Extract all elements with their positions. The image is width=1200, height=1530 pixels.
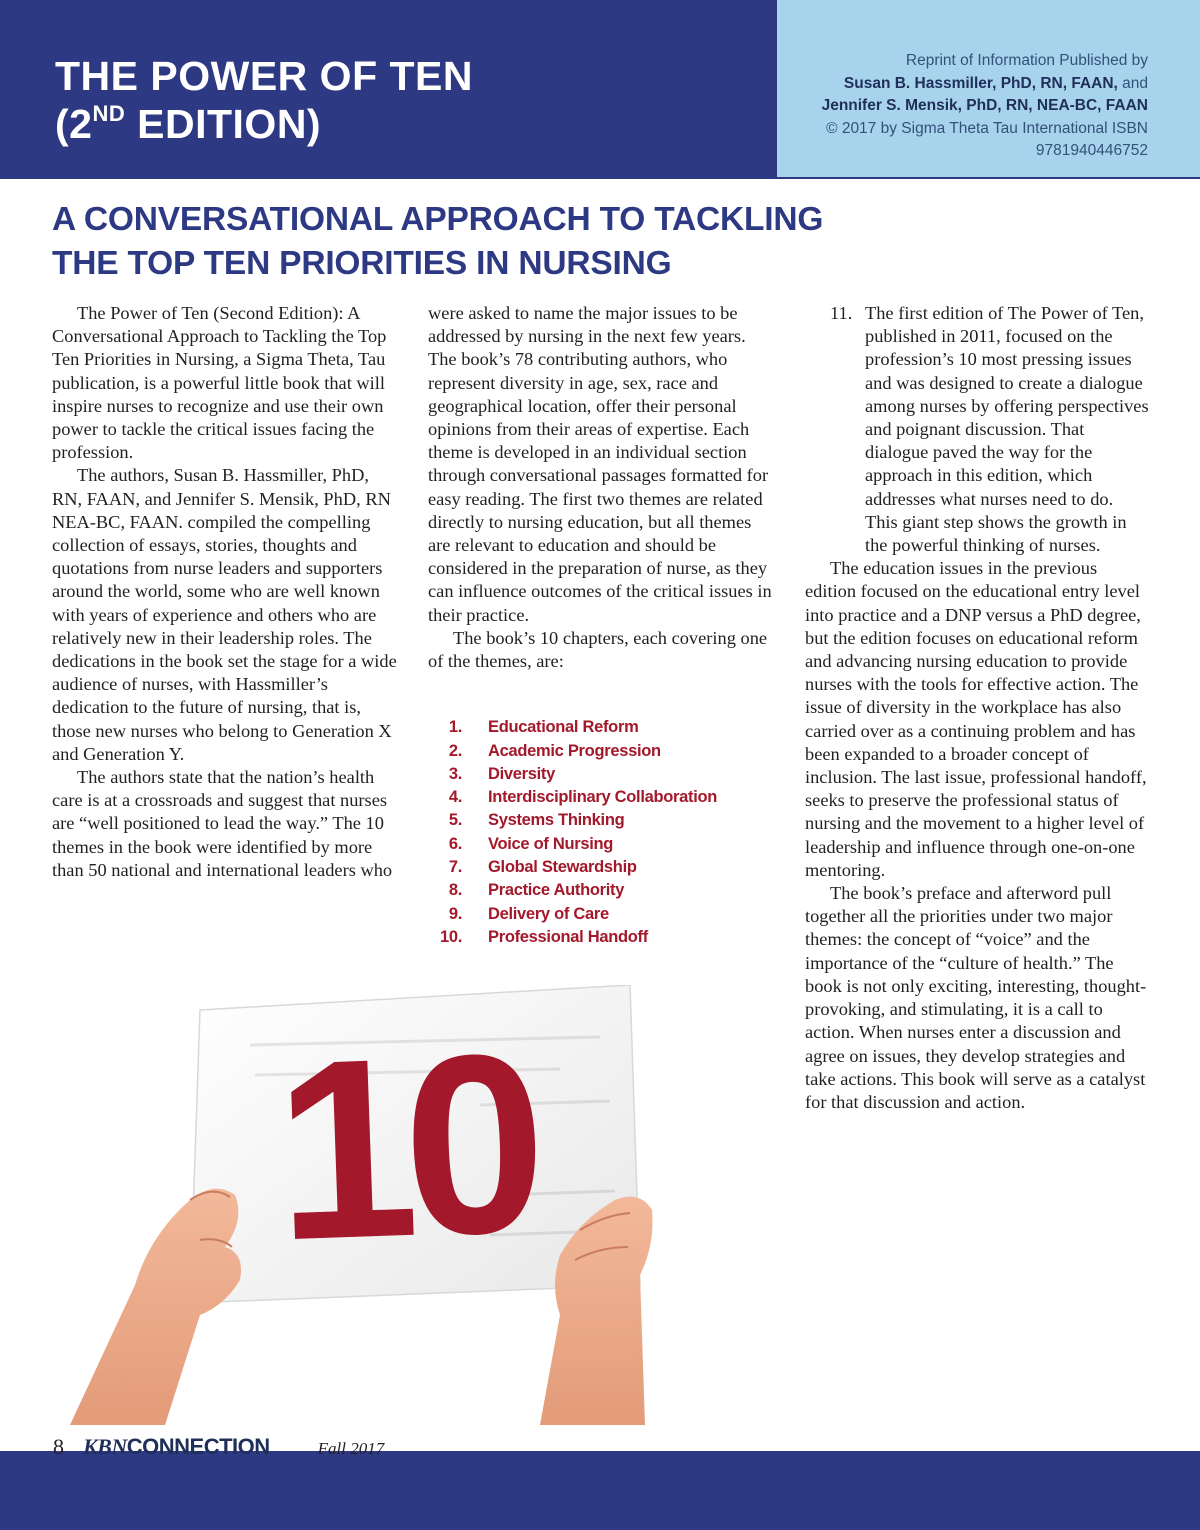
paragraph: The authors state that the nation’s health care is at a crossroads and suggest that nurses are “well positioned to lead the way.” The 10 themes in the book were identified by more than 50 national and international leaders who [52, 767, 393, 880]
theme-number: 5. [448, 811, 462, 830]
publication-logo [83, 1434, 270, 1460]
brand-kbn: KBN [83, 1434, 127, 1459]
title-line-2-sup: ND [92, 101, 126, 126]
hands-holding-sign-photo [40, 985, 740, 1425]
reprint-isbn: 9781940446752 [1035, 142, 1148, 159]
column-3 [805, 302, 1150, 1114]
theme-label: Systems Thinking [488, 811, 625, 830]
list-item [428, 926, 778, 949]
reprint-author-2: Jennifer S. Mensik, PhD, RN, NEA-BC, FAAN [821, 97, 1148, 114]
theme-label: Educational Reform [488, 718, 639, 737]
theme-label: Professional Handoff [488, 927, 648, 946]
reprint-line: Reprint of Information Published by [905, 52, 1148, 69]
page-number: 8 [53, 1434, 64, 1459]
left-hand [70, 1189, 241, 1425]
reprint-author-1: Susan B. Hassmiller, PhD, RN, FAAN, [843, 74, 1118, 92]
article-headline [52, 198, 823, 286]
footer-band [0, 1451, 1200, 1530]
theme-number: 6. [448, 834, 462, 853]
theme-label: Practice Authority [488, 881, 625, 900]
theme-number: 10. [439, 927, 462, 946]
theme-number: 8. [448, 881, 462, 900]
footer [53, 1434, 384, 1460]
header-rule [0, 177, 1200, 179]
reprint-info [768, 50, 1148, 163]
brand-connection: CONNECTION [126, 1434, 270, 1459]
theme-label: Voice of Nursing [488, 834, 614, 853]
paragraph: The education issues in the previous edition focused on the educational entry level into practice and a DNP versus a PhD degree, but the edition focuses on educational reform and advancing nursing education to provide nurses with the tools for effective action. The issue of diversity in the workplace has also carried over as a continuing problem and has been expanded to a broader concept of inclusion. The last issue, professional handoff, seeks to preserve the professional status of nursing and the movement to a higher level of leadership and influence through one-on-one mentoring. [805, 558, 1147, 880]
theme-label: Academic Progression [488, 741, 661, 760]
paragraph: The book’s 10 chapters, each covering one of the themes, are: [428, 627, 768, 672]
numbered-paragraph [805, 302, 1150, 557]
column-2 [428, 302, 778, 949]
headline-line-2: THE TOP TEN PRIORITIES IN NURSING [52, 245, 672, 282]
title-line-2-pre: (2 [55, 101, 93, 147]
theme-label: Interdisciplinary Collaboration [488, 788, 718, 807]
sign-number: 10 [270, 1000, 537, 1295]
title-line-2-post: EDITION) [125, 101, 322, 147]
reprint-copyright: © 2017 by Sigma Theta Tau International ISBN [826, 119, 1148, 137]
issue-date: Fall 2017 [317, 1439, 385, 1458]
theme-number: 4. [448, 788, 462, 807]
reprint-and: and [1117, 74, 1148, 92]
column-1 [52, 302, 397, 882]
item-text: The first edition of The Power of Ten, published in 2011, focused on the profession’s 10 most pressing issues and was designed to create a dialogue among nurses by offering perspectives and poignant discussion. That dialogue paved the way for the approach in this edition, which addresses what nurses need to do. This giant step shows the growth in the powerful thinking of nurses. [865, 303, 1149, 556]
theme-number: 7. [448, 858, 462, 877]
paragraph: The Power of Ten (Second Edition): A Conversational Approach to Tackling the Top Ten Priorities in Nursing, a Sigma Theta, Tau publication, is a powerful little book that will inspire nurses to recognize and use their own power to tackle the critical issues facing the profession. [52, 303, 387, 463]
theme-number: 3. [448, 764, 462, 783]
list-item [428, 763, 778, 786]
theme-number: 2. [448, 741, 462, 760]
themes-list [428, 716, 778, 949]
theme-number: 9. [448, 904, 462, 923]
paragraph: The authors, Susan B. Hassmiller, PhD, RN, FAAN, and Jennifer S. Mensik, PhD, RN NEA-BC, FAAN. compiled the compelling collection of essays, stories, thoughts and quotations from nurse leaders and supporters around the world, some who are well known with years of experience and others who are relatively new in their leadership roles. The dedications in the book set the stage for a wide audience of nurses, with Hassmiller’s dedication to the future of nursing, that is, those new nurses who belong to Generation X and Generation Y. [52, 465, 397, 764]
list-item [428, 879, 778, 902]
theme-number: 1. [448, 718, 462, 737]
list-item [428, 740, 778, 763]
theme-label: Diversity [488, 764, 556, 783]
list-item [428, 809, 778, 832]
title-line-1: THE POWER OF TEN [55, 53, 473, 99]
theme-label: Global Stewardship [488, 858, 637, 877]
list-item [428, 856, 778, 879]
item-number: 11. [830, 303, 853, 323]
theme-label: Delivery of Care [488, 904, 609, 923]
page-title [55, 52, 473, 148]
list-item [428, 786, 778, 809]
paragraph: The book’s preface and afterword pull together all the priorities under two major themes: the concept of “voice” and the importance of the “culture of health.” The book is not only exciting, interesting, thought-provoking, and stimulating, it is a call to action. When nurses enter a discussion and agree on issues, they develop strategies and take actions. This book will serve as a catalyst for that discussion and action. [805, 883, 1147, 1112]
paragraph: were asked to name the major issues to be addressed by nursing in the next few years. The book’s 78 contributing authors, who represent diversity in age, sex, race and geographical location, offer their personal opinions from their areas of expertise. Each theme is developed in an individual section through conversational passages formatted for easy reading. The first two themes are related directly to nursing education, but all themes are relevant to education and should be considered in the preparation of nurse, as they can influence outcomes of the critical issues in their practice. [428, 303, 772, 625]
list-item [428, 716, 778, 739]
list-item [428, 833, 778, 856]
headline-line-1: A CONVERSATIONAL APPROACH TO TACKLING [52, 201, 824, 238]
list-item [428, 903, 778, 926]
